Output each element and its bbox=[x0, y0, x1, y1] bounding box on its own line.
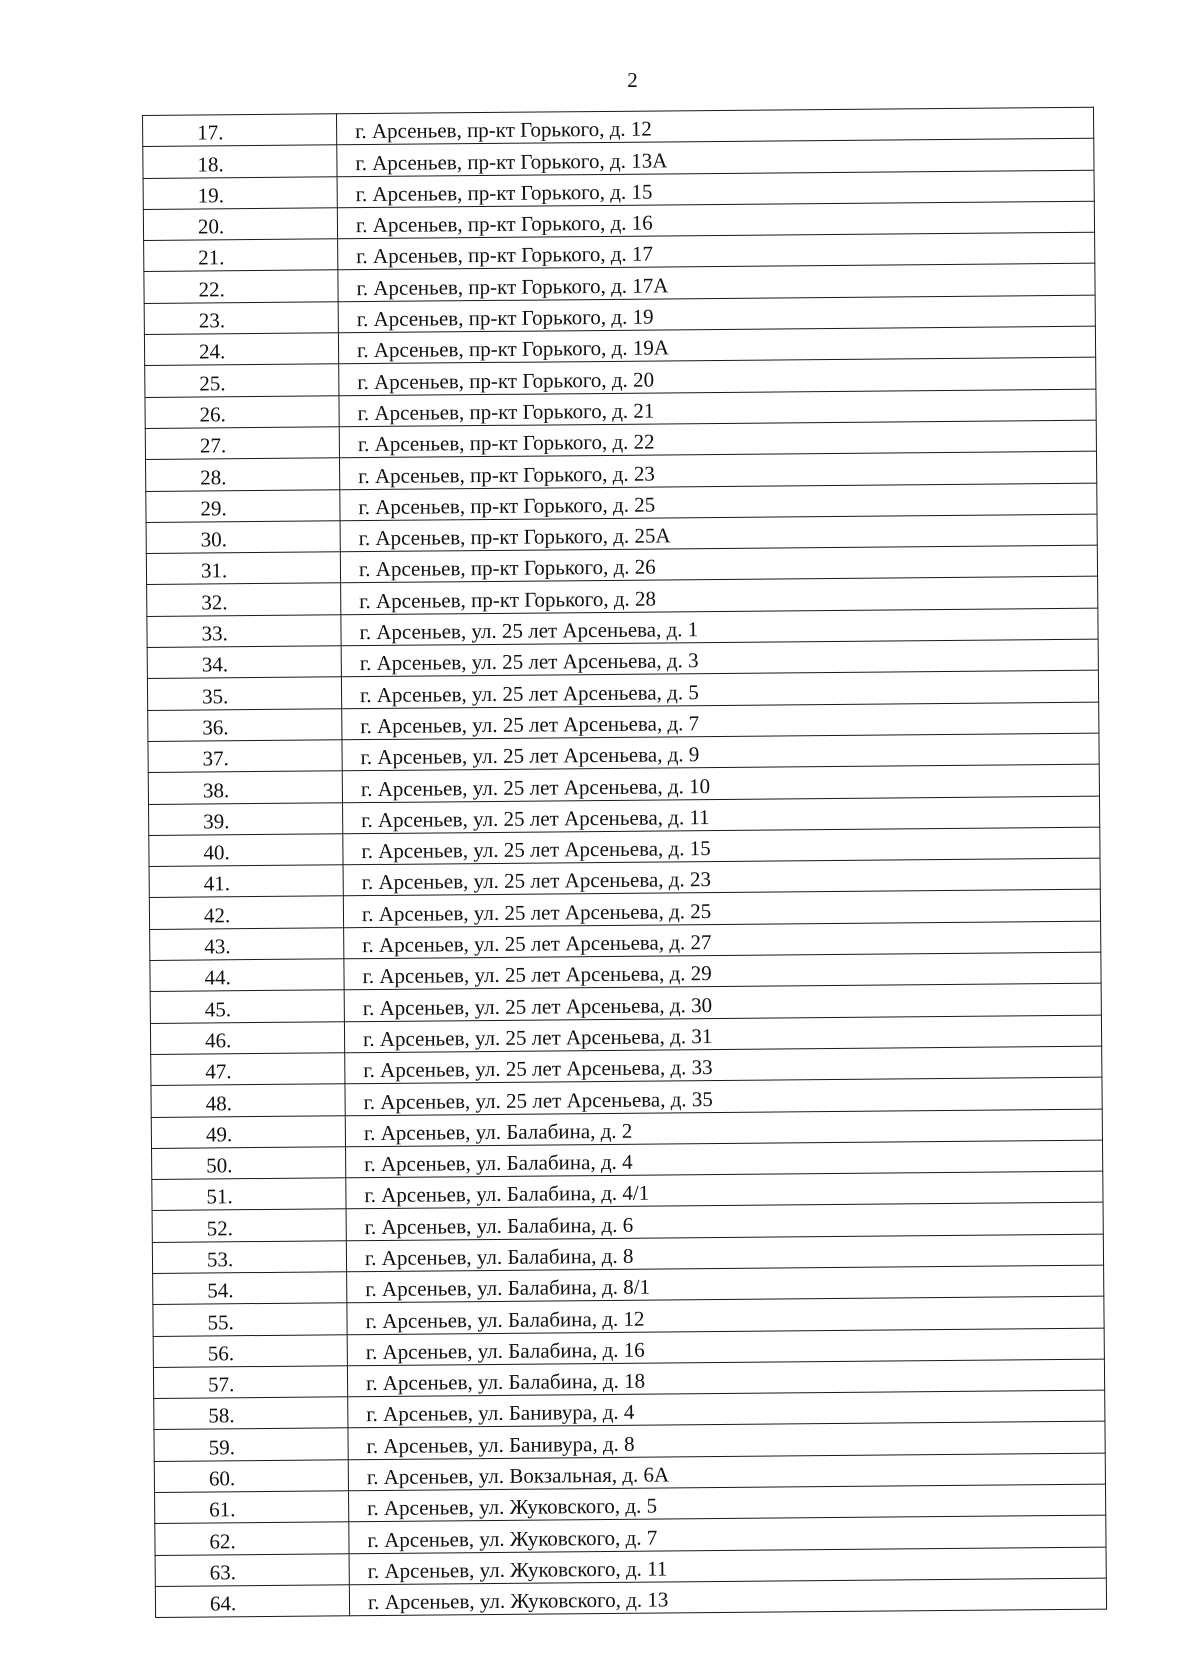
row-number: 38. bbox=[148, 771, 342, 804]
row-address: г. Арсеньев, пр-кт Горького, д. 26 bbox=[340, 545, 1097, 583]
row-address: г. Арсеньев, ул. 25 лет Арсеньева, д. 27 bbox=[344, 921, 1101, 959]
row-address: г. Арсеньев, ул. 25 лет Арсеньева, д. 9 bbox=[342, 733, 1099, 771]
row-number: 18. bbox=[143, 145, 337, 178]
row-address: г. Арсеньев, ул. 25 лет Арсеньева, д. 30 bbox=[344, 983, 1101, 1021]
row-number: 21. bbox=[144, 239, 338, 272]
row-number: 23. bbox=[144, 302, 338, 335]
row-address: г. Арсеньев, ул. 25 лет Арсеньева, д. 10 bbox=[342, 764, 1099, 802]
row-address: г. Арсеньев, ул. 25 лет Арсеньева, д. 25 bbox=[343, 890, 1100, 928]
row-address: г. Арсеньев, пр-кт Горького, д. 19 bbox=[338, 295, 1095, 333]
row-number: 48. bbox=[151, 1084, 345, 1117]
row-address: г. Арсеньев, ул. Балабина, д. 2 bbox=[345, 1109, 1102, 1147]
page-number: 2 bbox=[627, 68, 638, 92]
row-address: г. Арсеньев, ул. 25 лет Арсеньева, д. 15 bbox=[343, 827, 1100, 865]
row-number: 56. bbox=[153, 1334, 347, 1367]
row-number: 59. bbox=[154, 1428, 348, 1461]
row-number: 55. bbox=[153, 1303, 347, 1336]
row-address: г. Арсеньев, ул. Жуковского, д. 11 bbox=[349, 1547, 1106, 1585]
row-number: 29. bbox=[146, 489, 340, 522]
row-number: 42. bbox=[149, 896, 343, 929]
row-number: 58. bbox=[154, 1397, 348, 1430]
row-address: г. Арсеньев, ул. Балабина, д. 4/1 bbox=[346, 1171, 1103, 1209]
row-address: г. Арсеньев, ул. Балабина, д. 8 bbox=[346, 1234, 1103, 1272]
row-address: г. Арсеньев, ул. Балабина, д. 8/1 bbox=[347, 1265, 1104, 1303]
row-number: 45. bbox=[150, 990, 344, 1023]
row-address: г. Арсеньев, ул. Жуковского, д. 5 bbox=[349, 1484, 1106, 1522]
row-number: 40. bbox=[149, 834, 343, 867]
row-address: г. Арсеньев, ул. Банивура, д. 8 bbox=[348, 1422, 1105, 1460]
row-address: г. Арсеньев, пр-кт Горького, д. 25 bbox=[340, 483, 1097, 521]
row-address: г. Арсеньев, ул. Банивура, д. 4 bbox=[348, 1390, 1105, 1428]
row-address: г. Арсеньев, ул. 25 лет Арсеньева, д. 1 bbox=[341, 608, 1098, 646]
row-address: г. Арсеньев, пр-кт Горького, д. 12 bbox=[336, 107, 1093, 145]
row-number: 17. bbox=[143, 114, 337, 147]
row-address: г. Арсеньев, ул. Вокзальная, д. 6А bbox=[348, 1453, 1105, 1491]
row-number: 36. bbox=[148, 708, 342, 741]
row-address: г. Арсеньев, ул. Жуковского, д. 7 bbox=[349, 1516, 1106, 1554]
row-number: 34. bbox=[147, 646, 341, 679]
row-number: 37. bbox=[148, 740, 342, 773]
row-address: г. Арсеньев, пр-кт Горького, д. 16 bbox=[337, 201, 1094, 239]
row-number: 52. bbox=[152, 1209, 346, 1242]
row-number: 54. bbox=[153, 1272, 347, 1305]
row-address: г. Арсеньев, ул. 25 лет Арсеньева, д. 33 bbox=[345, 1046, 1102, 1084]
row-address: г. Арсеньев, ул. Жуковского, д. 13 bbox=[349, 1578, 1106, 1616]
row-number: 41. bbox=[149, 865, 343, 898]
row-number: 57. bbox=[153, 1366, 347, 1399]
row-address: г. Арсеньев, ул. Балабина, д. 12 bbox=[347, 1296, 1104, 1334]
address-table bbox=[142, 107, 1107, 1619]
row-address: г. Арсеньев, ул. 25 лет Арсеньева, д. 7 bbox=[342, 702, 1099, 740]
row-number: 47. bbox=[151, 1053, 345, 1086]
row-number: 33. bbox=[147, 615, 341, 648]
row-number: 26. bbox=[145, 395, 339, 428]
row-number: 32. bbox=[147, 583, 341, 616]
row-address: г. Арсеньев, пр-кт Горького, д. 17 bbox=[338, 232, 1095, 270]
row-address: г. Арсеньев, пр-кт Горького, д. 28 bbox=[341, 577, 1098, 615]
row-number: 27. bbox=[145, 427, 339, 460]
row-number: 31. bbox=[146, 552, 340, 585]
address-table-body bbox=[143, 107, 1107, 1617]
row-address: г. Арсеньев, ул. 25 лет Арсеньева, д. 35 bbox=[345, 1077, 1102, 1115]
row-number: 43. bbox=[150, 927, 344, 960]
row-number: 19. bbox=[143, 176, 337, 209]
row-address: г. Арсеньев, пр-кт Горького, д. 15 bbox=[337, 170, 1094, 208]
row-number: 39. bbox=[149, 802, 343, 835]
row-address: г. Арсеньев, пр-кт Горького, д. 20 bbox=[339, 358, 1096, 396]
row-address: г. Арсеньев, ул. 25 лет Арсеньева, д. 5 bbox=[341, 671, 1098, 709]
row-number: 28. bbox=[146, 458, 340, 491]
row-address: г. Арсеньев, пр-кт Горького, д. 21 bbox=[339, 389, 1096, 427]
row-number: 51. bbox=[152, 1178, 346, 1211]
row-number: 61. bbox=[155, 1491, 349, 1524]
row-number: 49. bbox=[151, 1115, 345, 1148]
row-address: г. Арсеньев, ул. Балабина, д. 16 bbox=[347, 1328, 1104, 1366]
row-address: г. Арсеньев, ул. Балабина, д. 6 bbox=[346, 1203, 1103, 1241]
row-address: г. Арсеньев, пр-кт Горького, д. 13А bbox=[337, 138, 1094, 176]
row-number: 22. bbox=[144, 270, 338, 303]
row-number: 35. bbox=[147, 677, 341, 710]
row-address: г. Арсеньев, ул. 25 лет Арсеньева, д. 23 bbox=[343, 858, 1100, 896]
row-address: г. Арсеньев, ул. 25 лет Арсеньева, д. 11 bbox=[343, 796, 1100, 834]
row-address: г. Арсеньев, пр-кт Горького, д. 25А bbox=[340, 514, 1097, 552]
row-number: 50. bbox=[152, 1147, 346, 1180]
row-number: 25. bbox=[145, 364, 339, 397]
row-number: 44. bbox=[150, 959, 344, 992]
row-address: г. Арсеньев, ул. 25 лет Арсеньева, д. 29 bbox=[344, 952, 1101, 990]
row-address: г. Арсеньев, пр-кт Горького, д. 22 bbox=[339, 420, 1096, 458]
row-number: 24. bbox=[144, 333, 338, 366]
row-number: 20. bbox=[143, 208, 337, 241]
row-address: г. Арсеньев, пр-кт Горького, д. 23 bbox=[340, 451, 1097, 489]
row-number: 63. bbox=[155, 1553, 349, 1586]
row-number: 30. bbox=[146, 521, 340, 554]
row-address: г. Арсеньев, ул. 25 лет Арсеньева, д. 31 bbox=[344, 1015, 1101, 1053]
row-address: г. Арсеньев, ул. Балабина, д. 18 bbox=[347, 1359, 1104, 1397]
row-number: 53. bbox=[152, 1240, 346, 1273]
row-address: г. Арсеньев, пр-кт Горького, д. 17А bbox=[338, 264, 1095, 302]
row-number: 64. bbox=[155, 1585, 349, 1618]
row-number: 60. bbox=[154, 1460, 348, 1493]
row-address: г. Арсеньев, пр-кт Горького, д. 19А bbox=[338, 326, 1095, 364]
row-number: 62. bbox=[155, 1522, 349, 1555]
row-address: г. Арсеньев, ул. Балабина, д. 4 bbox=[346, 1140, 1103, 1178]
row-address: г. Арсеньев, ул. 25 лет Арсеньева, д. 3 bbox=[341, 639, 1098, 677]
row-number: 46. bbox=[150, 1021, 344, 1054]
